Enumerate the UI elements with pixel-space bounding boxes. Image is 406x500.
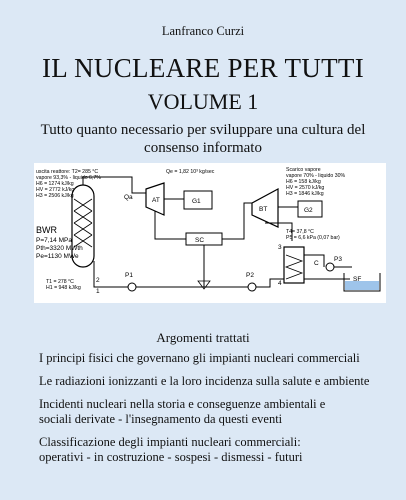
bwr-2: Pth=3320 MWth bbox=[36, 245, 83, 252]
label-p1: P1 bbox=[125, 272, 133, 279]
book-subtitle: Tutto quanto necessario per sviluppare una cultura del consenso informato bbox=[40, 122, 366, 156]
reactor-inlet-notes bbox=[46, 279, 81, 291]
book-title: IL NUCLEARE PER TUTTI bbox=[41, 53, 365, 83]
exhaust-0: Scarico vapore bbox=[286, 167, 321, 173]
label-n1: 1 bbox=[96, 288, 100, 295]
reactor-out-3: HV = 2772 kJ/kg bbox=[36, 187, 75, 193]
label-n4: 4 bbox=[278, 280, 282, 287]
condenser-notes bbox=[286, 229, 340, 241]
condenser bbox=[284, 247, 304, 283]
exhaust-2: H6 = 158 kJ/kg bbox=[286, 179, 321, 185]
bwr-specs bbox=[36, 225, 83, 260]
label-qa: Qa bbox=[124, 194, 133, 201]
topics-list bbox=[39, 351, 389, 473]
label-c: C bbox=[314, 260, 319, 267]
topics-heading: Argomenti trattati bbox=[156, 330, 250, 345]
bwr-0: BWR bbox=[36, 225, 57, 235]
pump-p3 bbox=[326, 263, 334, 271]
reactor-out-0: uscita reattore: T2= 285 °C bbox=[36, 169, 99, 175]
label-at: AT bbox=[152, 197, 160, 204]
label-p2: P2 bbox=[246, 272, 254, 279]
pump-p2 bbox=[248, 283, 256, 291]
label-sc: SC bbox=[195, 237, 205, 244]
exhaust-3: HV = 2570 kJ/kg bbox=[286, 185, 325, 191]
condenser-out-1: P5 = 6,6 kPa (0,07 bar) bbox=[286, 235, 340, 241]
feedwater-line bbox=[94, 261, 284, 287]
reactor-outlet-notes bbox=[36, 169, 101, 199]
plant-schematic bbox=[34, 163, 386, 303]
label-n3: 3 bbox=[278, 244, 282, 251]
steam-flow-note: Qe = 1,82 10³ kg/sec bbox=[166, 169, 215, 175]
reactor-out-4: H3 = 2506 kJ/kg bbox=[36, 193, 74, 199]
reactor-out-2: H6 = 1274 kJ/kg bbox=[36, 181, 74, 187]
author-name: Lanfranco Curzi bbox=[161, 24, 245, 38]
condenser-out-0: T4= 37,8 °C bbox=[286, 229, 314, 235]
label-sf: SF bbox=[353, 276, 362, 283]
bwr-plant-diagram bbox=[34, 163, 386, 303]
topic-item: Le radiazioni ionizzanti e la loro incidenza sulla salute e ambiente bbox=[39, 374, 370, 388]
reactor-in-1: H1 = 948 kJ/kg bbox=[46, 285, 81, 291]
topic-item: Incidenti nucleari nella storia e conseguenze ambientali e sociali derivate - l'insegnamento da questi eventi bbox=[39, 397, 326, 426]
bwr-3: Pe=1130 MWe bbox=[36, 253, 79, 260]
topic-item: Classificazione degli impianti nucleari commerciali: operativi - in costruzione - sospesi - dismessi - futuri bbox=[39, 435, 303, 464]
volume-label: VOLUME 1 bbox=[147, 89, 259, 114]
label-n2: 2 bbox=[96, 277, 100, 284]
bwr-1: P=7,14 MPa bbox=[36, 237, 72, 244]
reactor-core-lines bbox=[74, 199, 92, 247]
reactor-in-0: T1 = 278 °C bbox=[46, 279, 74, 285]
label-bt: BT bbox=[259, 206, 268, 213]
pump-p1 bbox=[128, 283, 136, 291]
exhaust-1: vapore 70% - liquido 30% bbox=[286, 173, 346, 179]
topic-item: I principi fisici che governano gli impianti nucleari commerciali bbox=[39, 351, 360, 365]
label-g2: G2 bbox=[304, 207, 313, 214]
exhaust-4: H3 = 1846 kJ/kg bbox=[286, 191, 324, 197]
label-g1: G1 bbox=[192, 198, 201, 205]
label-p3: P3 bbox=[334, 256, 342, 263]
exhaust-notes bbox=[286, 167, 346, 197]
reactor-out-1: vapore 93,3% - liquido 6,7% bbox=[36, 175, 101, 181]
